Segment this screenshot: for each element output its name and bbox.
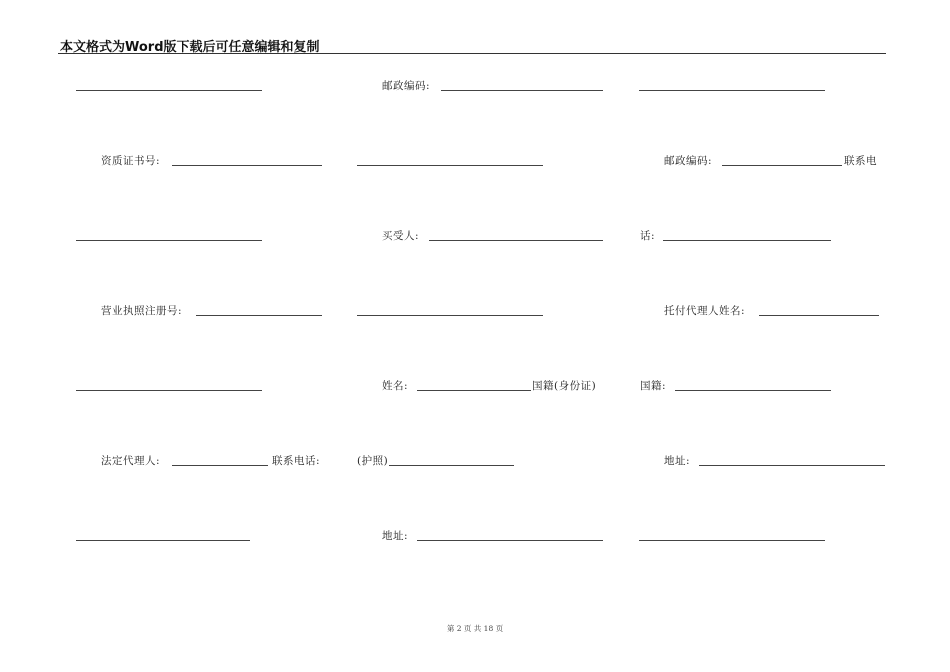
qualification-cert-label: 资质证书号: xyxy=(101,155,161,167)
name-input-line xyxy=(417,390,531,391)
document-header-title: 本文格式为Word版下载后可任意编辑和复制 xyxy=(60,40,320,55)
nationality-input-line xyxy=(675,390,831,391)
nationality-label: 国籍: xyxy=(640,380,667,392)
address-label: 地址: xyxy=(664,455,691,467)
contact-phone-label-part2: 话: xyxy=(640,230,656,242)
postcode-input-line xyxy=(722,165,842,166)
business-license-label: 营业执照注册号: xyxy=(101,305,183,317)
blank-line xyxy=(357,165,543,166)
qualification-cert-input-line xyxy=(172,165,322,166)
agent-name-label: 托付代理人姓名: xyxy=(664,305,746,317)
postcode-input-line xyxy=(441,90,603,91)
nationality-id-label: 国籍(身份证) xyxy=(532,380,597,392)
passport-input-line xyxy=(389,465,514,466)
legal-rep-label: 法定代理人: xyxy=(101,455,161,467)
address-input-line xyxy=(417,540,603,541)
passport-label: (护照) xyxy=(357,455,389,467)
postcode-label: 邮政编码: xyxy=(382,80,431,92)
contact-phone-label-part1: 联系电 xyxy=(844,155,877,167)
blank-line xyxy=(76,390,262,391)
legal-rep-input-line xyxy=(172,465,268,466)
buyer-input-line xyxy=(429,240,603,241)
address-label: 地址: xyxy=(382,530,409,542)
address-input-line xyxy=(699,465,885,466)
blank-line xyxy=(76,240,262,241)
postcode-label: 邮政编码: xyxy=(664,155,713,167)
blank-line xyxy=(76,90,262,91)
blank-line xyxy=(639,90,825,91)
agent-name-input-line xyxy=(759,315,879,316)
buyer-label: 买受人: xyxy=(382,230,420,242)
blank-line xyxy=(357,315,543,316)
contact-phone-input-line xyxy=(663,240,831,241)
name-label: 姓名: xyxy=(382,380,409,392)
blank-line xyxy=(76,540,250,541)
page-number-footer: 第 2 页 共 18 页 xyxy=(446,624,504,633)
contact-phone-label: 联系电话: xyxy=(272,455,321,467)
business-license-input-line xyxy=(196,315,322,316)
blank-line xyxy=(639,540,825,541)
header-divider xyxy=(58,53,886,54)
